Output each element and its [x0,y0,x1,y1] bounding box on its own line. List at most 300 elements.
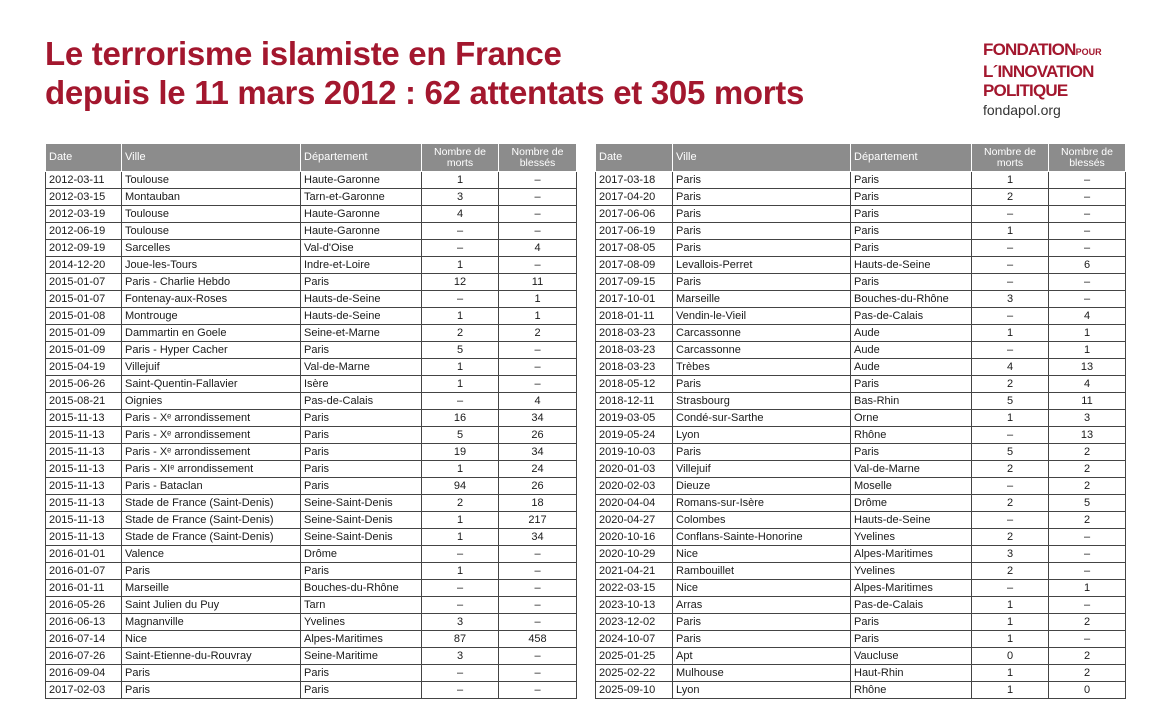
cell-departement: Paris [301,342,422,359]
cell-blesses: 18 [499,495,577,512]
cell-departement: Pas-de-Calais [851,597,972,614]
cell-date: 2012-03-11 [46,172,122,189]
cell-blesses: 24 [499,461,577,478]
cell-date: 2016-07-26 [46,648,122,665]
cell-departement: Alpes-Maritimes [851,546,972,563]
table-row [46,648,577,665]
cell-ville: Saint Julien du Puy [122,597,301,614]
cell-date: 2016-01-11 [46,580,122,597]
cell-ville: Dammartin en Goele [122,325,301,342]
table-row [46,291,577,308]
cell-ville: Trèbes [673,359,851,376]
table-row [596,172,1126,189]
cell-date: 2020-01-03 [596,461,673,478]
cell-morts: – [422,597,499,614]
cell-date: 2012-03-19 [46,206,122,223]
table-header-row [596,144,1126,172]
cell-blesses: 26 [499,427,577,444]
cell-date: 2016-01-01 [46,546,122,563]
cell-morts: 2 [972,189,1049,206]
table-row [46,325,577,342]
fondapol-logo [983,40,1102,120]
cell-ville: Villejuif [122,359,301,376]
cell-morts: 2 [972,376,1049,393]
table-row [46,274,577,291]
cell-morts: 1 [972,223,1049,240]
cell-blesses: 458 [499,631,577,648]
cell-ville: Paris [673,240,851,257]
cell-blesses: 34 [499,410,577,427]
cell-morts: 12 [422,274,499,291]
cell-date: 2012-03-15 [46,189,122,206]
cell-departement: Isère [301,376,422,393]
cell-date: 2023-10-13 [596,597,673,614]
cell-ville: Rambouillet [673,563,851,580]
cell-morts: 1 [422,563,499,580]
cell-ville: Oignies [122,393,301,410]
cell-morts: 1 [422,308,499,325]
cell-blesses: 2 [1049,648,1126,665]
cell-departement: Val-de-Marne [301,359,422,376]
cell-blesses: 3 [1049,410,1126,427]
cell-date: 2015-11-13 [46,529,122,546]
cell-blesses: – [1049,240,1126,257]
header-ville: Ville [673,144,851,172]
cell-blesses: – [1049,206,1126,223]
cell-morts: 3 [422,189,499,206]
table-row [596,206,1126,223]
table-row [46,359,577,376]
table-row [596,325,1126,342]
cell-ville: Paris [673,444,851,461]
cell-ville: Paris [122,563,301,580]
cell-blesses: – [1049,631,1126,648]
cell-blesses: 2 [1049,461,1126,478]
cell-ville: Paris [673,376,851,393]
table-row [46,206,577,223]
cell-departement: Orne [851,410,972,427]
cell-morts: – [422,682,499,699]
cell-ville: Vendin-le-Vieil [673,308,851,325]
cell-ville: Paris [673,631,851,648]
cell-morts: 1 [422,512,499,529]
cell-departement: Drôme [301,546,422,563]
header-blesses: Nombre de blessés [1049,144,1126,172]
logo-url: fondapol.org [983,102,1061,118]
cell-ville: Lyon [673,682,851,699]
table-row [596,512,1126,529]
cell-date: 2019-10-03 [596,444,673,461]
header-date: Date [596,144,673,172]
cell-ville: Nice [122,631,301,648]
cell-ville: Strasbourg [673,393,851,410]
cell-departement: Paris [301,682,422,699]
cell-date: 2015-01-09 [46,325,122,342]
cell-date: 2017-06-19 [596,223,673,240]
cell-morts: – [972,257,1049,274]
cell-ville: Carcassonne [673,325,851,342]
cell-date: 2020-02-03 [596,478,673,495]
cell-date: 2023-12-02 [596,614,673,631]
cell-ville: Marseille [673,291,851,308]
table-row [596,410,1126,427]
cell-blesses: – [499,614,577,631]
table-row [596,648,1126,665]
cell-date: 2025-01-25 [596,648,673,665]
cell-departement: Seine-Saint-Denis [301,512,422,529]
cell-date: 2018-03-23 [596,325,673,342]
cell-blesses: – [499,359,577,376]
table-row [46,580,577,597]
cell-morts: 2 [972,495,1049,512]
table-row [596,291,1126,308]
cell-date: 2016-07-14 [46,631,122,648]
cell-date: 2015-11-13 [46,461,122,478]
cell-ville: Dieuze [673,478,851,495]
cell-morts: 0 [972,648,1049,665]
cell-departement: Hauts-de-Seine [851,257,972,274]
cell-morts: – [972,478,1049,495]
cell-morts: 5 [422,427,499,444]
cell-date: 2017-06-06 [596,206,673,223]
cell-departement: Paris [851,240,972,257]
cell-date: 2017-03-18 [596,172,673,189]
cell-date: 2015-11-13 [46,512,122,529]
cell-blesses: 4 [1049,308,1126,325]
cell-morts: 1 [972,172,1049,189]
cell-departement: Tarn-et-Garonne [301,189,422,206]
table-row [46,529,577,546]
cell-departement: Paris [301,410,422,427]
logo-line-1: FONDATION [983,40,1076,59]
cell-ville: Carcassonne [673,342,851,359]
cell-morts: 5 [422,342,499,359]
cell-morts: – [422,223,499,240]
cell-morts: – [972,427,1049,444]
cell-departement: Indre-et-Loire [301,257,422,274]
cell-departement: Yvelines [301,614,422,631]
cell-date: 2015-01-08 [46,308,122,325]
logo-line-2: L´INNOVATION [983,62,1094,81]
cell-departement: Aude [851,342,972,359]
cell-blesses: – [1049,223,1126,240]
cell-departement: Aude [851,359,972,376]
table-row [596,257,1126,274]
table-row [596,614,1126,631]
table-row [596,342,1126,359]
table-row [596,189,1126,206]
cell-morts: – [422,546,499,563]
cell-ville: Montauban [122,189,301,206]
cell-date: 2021-04-21 [596,563,673,580]
cell-morts: 1 [422,172,499,189]
cell-ville: Villejuif [673,461,851,478]
table-row [596,580,1126,597]
cell-morts: 2 [422,495,499,512]
cell-blesses: – [1049,291,1126,308]
cell-morts: 5 [972,444,1049,461]
cell-ville: Nice [673,546,851,563]
table-row [596,274,1126,291]
cell-blesses: 34 [499,444,577,461]
cell-morts: 5 [972,393,1049,410]
table-row [46,257,577,274]
cell-date: 2012-09-19 [46,240,122,257]
logo-pour: POUR [1075,47,1102,57]
cell-morts: 16 [422,410,499,427]
cell-ville: Paris - Xᵉ arrondissement [122,444,301,461]
table-row [596,478,1126,495]
cell-date: 2018-03-23 [596,359,673,376]
cell-departement: Bouches-du-Rhône [851,291,972,308]
cell-ville: Saint-Quentin-Fallavier [122,376,301,393]
cell-ville: Paris [122,665,301,682]
cell-morts: – [422,393,499,410]
cell-date: 2015-06-26 [46,376,122,393]
table-row [596,665,1126,682]
table-row [596,529,1126,546]
table-row [46,665,577,682]
cell-departement: Drôme [851,495,972,512]
cell-departement: Paris [851,206,972,223]
cell-morts: 4 [972,359,1049,376]
cell-morts: – [972,240,1049,257]
cell-departement: Yvelines [851,563,972,580]
cell-date: 2019-05-24 [596,427,673,444]
cell-ville: Paris - Bataclan [122,478,301,495]
table-row [46,223,577,240]
cell-morts: – [972,274,1049,291]
cell-ville: Paris [673,172,851,189]
cell-ville: Saint-Etienne-du-Rouvray [122,648,301,665]
cell-morts: 3 [422,614,499,631]
cell-departement: Paris [851,614,972,631]
cell-blesses: – [1049,597,1126,614]
cell-blesses: 2 [499,325,577,342]
cell-blesses: 1 [1049,325,1126,342]
cell-blesses: 0 [1049,682,1126,699]
cell-morts: 1 [422,376,499,393]
cell-date: 2016-09-04 [46,665,122,682]
header-departement: Département [851,144,972,172]
cell-ville: Mulhouse [673,665,851,682]
table-row [46,631,577,648]
cell-departement: Rhône [851,682,972,699]
cell-ville: Toulouse [122,172,301,189]
table-row [46,546,577,563]
cell-ville: Romans-sur-Isère [673,495,851,512]
cell-morts: – [972,206,1049,223]
cell-date: 2024-10-07 [596,631,673,648]
cell-ville: Fontenay-aux-Roses [122,291,301,308]
cell-blesses: – [499,376,577,393]
cell-morts: 1 [422,359,499,376]
cell-morts: 4 [422,206,499,223]
cell-blesses: – [499,257,577,274]
table-row [46,189,577,206]
cell-ville: Stade de France (Saint-Denis) [122,512,301,529]
cell-date: 2019-03-05 [596,410,673,427]
cell-departement: Rhône [851,427,972,444]
table-row [46,495,577,512]
table-row [596,682,1126,699]
cell-date: 2018-05-12 [596,376,673,393]
cell-departement: Yvelines [851,529,972,546]
table-row [46,427,577,444]
cell-departement: Moselle [851,478,972,495]
cell-morts: – [422,240,499,257]
cell-departement: Haut-Rhin [851,665,972,682]
cell-morts: 94 [422,478,499,495]
cell-departement: Paris [301,427,422,444]
cell-blesses: 2 [1049,665,1126,682]
cell-date: 2015-11-13 [46,444,122,461]
cell-ville: Toulouse [122,223,301,240]
cell-departement: Paris [301,478,422,495]
cell-blesses: 13 [1049,427,1126,444]
cell-blesses: – [499,580,577,597]
cell-ville: Conflans-Sainte-Honorine [673,529,851,546]
cell-morts: – [972,342,1049,359]
cell-blesses: – [499,648,577,665]
cell-morts: 3 [972,546,1049,563]
cell-blesses: – [1049,546,1126,563]
cell-blesses: – [499,206,577,223]
cell-ville: Paris [122,682,301,699]
cell-blesses: – [499,189,577,206]
cell-date: 2016-01-07 [46,563,122,580]
cell-departement: Pas-de-Calais [301,393,422,410]
table-header-row [46,144,577,172]
cell-date: 2014-12-20 [46,257,122,274]
table-row [46,240,577,257]
cell-date: 2017-04-20 [596,189,673,206]
cell-date: 2015-11-13 [46,495,122,512]
cell-morts: 3 [972,291,1049,308]
cell-blesses: 5 [1049,495,1126,512]
table-row [596,376,1126,393]
table-row [46,444,577,461]
cell-ville: Lyon [673,427,851,444]
title-line-1: Le terrorisme islamiste en France [45,35,562,72]
table-row [46,376,577,393]
cell-departement: Paris [301,274,422,291]
cell-blesses: 11 [1049,393,1126,410]
table-row [596,461,1126,478]
cell-date: 2020-04-04 [596,495,673,512]
cell-departement: Paris [301,563,422,580]
cell-morts: 2 [972,461,1049,478]
table-row [46,410,577,427]
table-row [46,393,577,410]
cell-ville: Marseille [122,580,301,597]
cell-blesses: 2 [1049,512,1126,529]
cell-morts: 3 [422,648,499,665]
cell-ville: Arras [673,597,851,614]
cell-morts: 1 [972,682,1049,699]
cell-ville: Paris - Xᵉ arrondissement [122,427,301,444]
cell-morts: 87 [422,631,499,648]
cell-ville: Paris [673,189,851,206]
table-row [596,495,1126,512]
cell-departement: Hauts-de-Seine [301,291,422,308]
cell-departement: Seine-Saint-Denis [301,529,422,546]
table-row [46,308,577,325]
cell-departement: Vaucluse [851,648,972,665]
cell-morts: 2 [972,563,1049,580]
cell-departement: Paris [301,665,422,682]
cell-departement: Paris [851,444,972,461]
cell-blesses: – [1049,274,1126,291]
cell-departement: Paris [851,274,972,291]
table-body-left [46,172,577,699]
cell-departement: Paris [301,444,422,461]
cell-morts: 1 [972,410,1049,427]
table-row [596,563,1126,580]
cell-ville: Valence [122,546,301,563]
table-row [46,478,577,495]
cell-blesses: 1 [1049,580,1126,597]
cell-blesses: 13 [1049,359,1126,376]
page-title [45,34,804,112]
cell-date: 2015-11-13 [46,410,122,427]
cell-date: 2025-02-22 [596,665,673,682]
cell-morts: – [972,308,1049,325]
table-row [596,546,1126,563]
cell-departement: Tarn [301,597,422,614]
table-row [596,597,1126,614]
table-row [46,614,577,631]
cell-morts: 1 [422,257,499,274]
table-row [596,427,1126,444]
table-row [46,172,577,189]
table-row [46,563,577,580]
cell-blesses: – [499,223,577,240]
cell-morts: 1 [972,631,1049,648]
table-row [46,597,577,614]
cell-departement: Alpes-Maritimes [851,580,972,597]
cell-morts: 1 [972,665,1049,682]
cell-departement: Hauts-de-Seine [851,512,972,529]
cell-departement: Paris [851,223,972,240]
cell-date: 2015-04-19 [46,359,122,376]
cell-ville: Paris - XIᵉ arrondissement [122,461,301,478]
table-row [596,444,1126,461]
cell-blesses: – [1049,189,1126,206]
cell-date: 2017-08-09 [596,257,673,274]
cell-morts: – [422,291,499,308]
cell-departement: Paris [851,172,972,189]
cell-date: 2015-01-07 [46,274,122,291]
cell-date: 2012-06-19 [46,223,122,240]
cell-morts: – [422,665,499,682]
cell-departement: Paris [851,189,972,206]
cell-date: 2015-01-09 [46,342,122,359]
header-departement: Département [301,144,422,172]
cell-date: 2017-08-05 [596,240,673,257]
cell-blesses: 4 [499,393,577,410]
cell-ville: Magnanville [122,614,301,631]
cell-departement: Paris [301,461,422,478]
logo-line-3: POLITIQUE [983,81,1068,100]
cell-departement: Seine-et-Marne [301,325,422,342]
cell-date: 2020-04-27 [596,512,673,529]
cell-departement: Paris [851,631,972,648]
cell-date: 2025-09-10 [596,682,673,699]
cell-date: 2017-10-01 [596,291,673,308]
cell-blesses: – [499,597,577,614]
cell-morts: 1 [972,597,1049,614]
